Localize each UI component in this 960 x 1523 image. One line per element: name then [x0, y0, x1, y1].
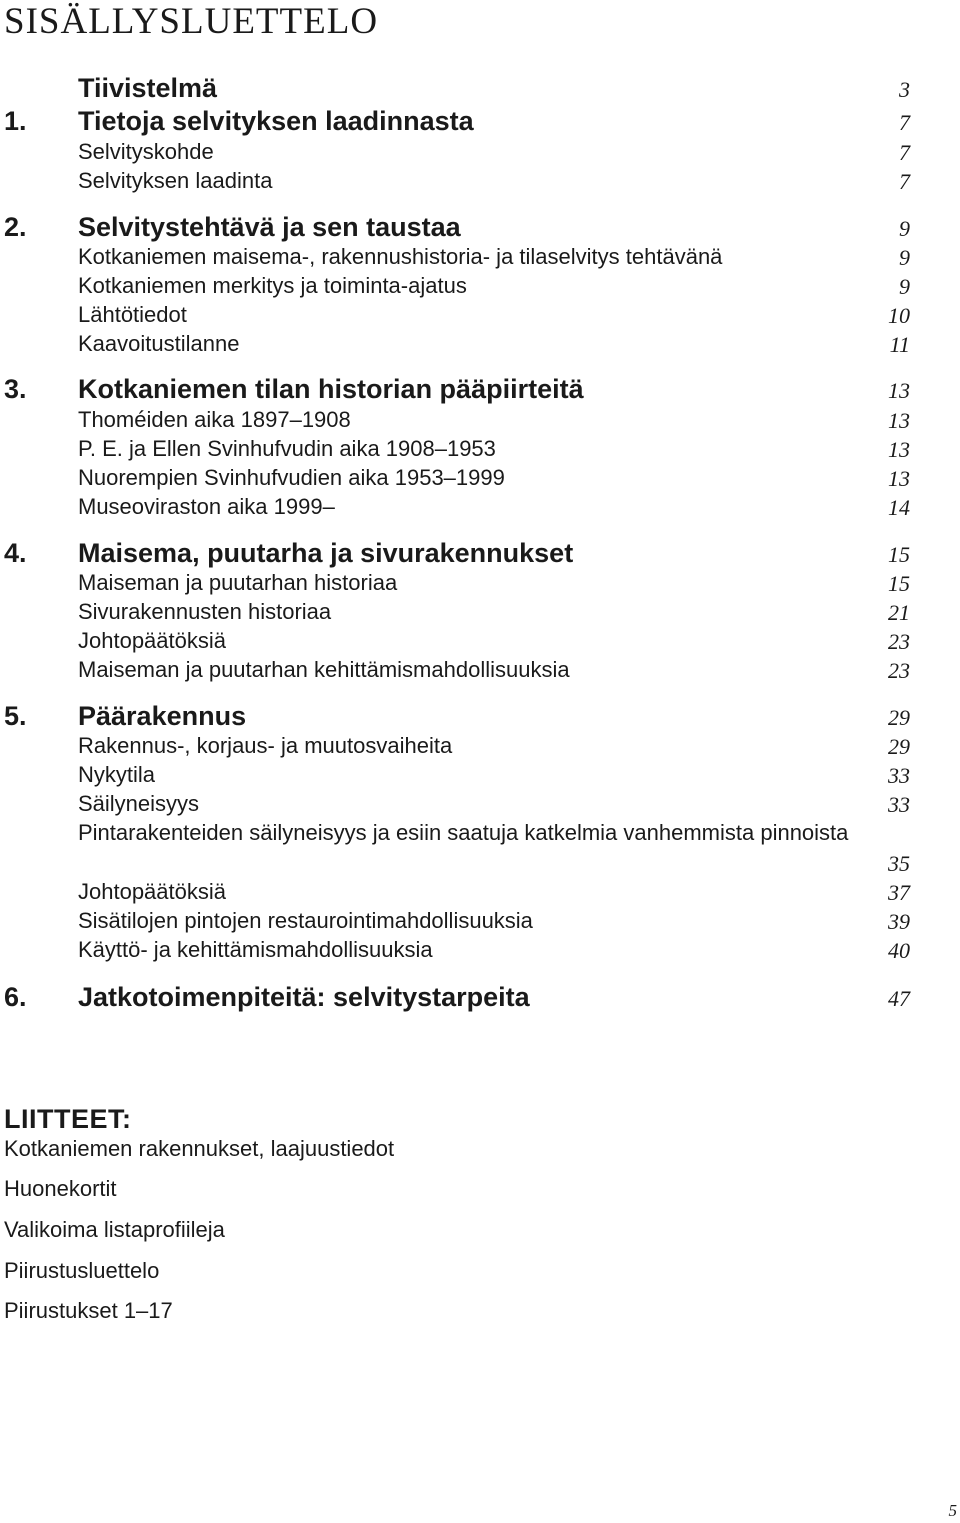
toc-item[interactable] — [0, 271, 960, 301]
toc-page-number: 37 — [888, 880, 910, 905]
toc-section-3[interactable] — [0, 373, 960, 403]
toc-item-label: Sisätilojen pintojen restaurointimahdollisuuksia — [78, 908, 533, 933]
toc-item-label: Museoviraston aika 1999– — [78, 494, 335, 519]
toc-section-number: 1. — [4, 106, 27, 136]
toc-item-label: Käyttö- ja kehittämismahdollisuuksia — [78, 937, 433, 962]
toc-item[interactable] — [0, 166, 960, 196]
toc-page-number: 3 — [899, 77, 910, 102]
attachment-item[interactable]: Huonekortit — [4, 1176, 117, 1201]
toc-item-label: Kotkaniemen maisema-, rakennushistoria- ja tilaselvitys tehtävänä — [78, 244, 723, 269]
toc-page-number: 13 — [888, 408, 910, 433]
attachment-item[interactable]: Piirustukset 1–17 — [4, 1298, 173, 1323]
toc-page-number: 33 — [888, 792, 910, 817]
toc-item-label: Thoméiden aika 1897–1908 — [78, 407, 351, 432]
toc-item[interactable] — [0, 760, 960, 790]
toc-page-number: 10 — [888, 303, 910, 328]
toc-item-label: P. E. ja Ellen Svinhufvudin aika 1908–1953 — [78, 436, 496, 461]
toc-section-5[interactable] — [0, 700, 960, 730]
toc-page-number: 15 — [888, 571, 910, 596]
toc-item[interactable] — [0, 300, 960, 330]
toc-page-number: 7 — [899, 110, 910, 135]
page-title: SISÄLLYSLUETTELO — [4, 1, 379, 42]
toc-page-number: 13 — [888, 378, 910, 403]
toc-page-number: 35 — [888, 851, 910, 876]
toc-page-number: 9 — [899, 274, 910, 299]
toc-item-label: Johtopäätöksiä — [78, 879, 226, 904]
toc-page-number: 7 — [899, 140, 910, 165]
toc-item[interactable] — [0, 655, 960, 685]
toc-page-number: 21 — [888, 600, 910, 625]
toc-page-number: 11 — [889, 332, 910, 357]
toc-item[interactable] — [0, 597, 960, 627]
toc-item[interactable] — [0, 877, 960, 907]
toc-section-number: 6. — [4, 982, 27, 1012]
toc-item-label: Maiseman ja puutarhan kehittämismahdollisuuksia — [78, 657, 570, 682]
toc-item-label: Johtopäätöksiä — [78, 628, 226, 653]
toc-item[interactable] — [0, 405, 960, 435]
toc-item[interactable] — [0, 731, 960, 761]
toc-item[interactable] — [0, 568, 960, 598]
toc-item-label: Kotkaniemen merkitys ja toiminta-ajatus — [78, 273, 467, 298]
toc-section-1[interactable] — [0, 105, 960, 135]
toc-item[interactable] — [0, 935, 960, 965]
attachment-item[interactable]: Piirustusluettelo — [4, 1258, 160, 1283]
toc-item[interactable] — [0, 463, 960, 493]
toc-section-number: 4. — [4, 538, 27, 568]
toc-item-label: Lähtötiedot — [78, 302, 187, 327]
toc-item-label: Nuorempien Svinhufvudien aika 1953–1999 — [78, 465, 505, 490]
toc-section-number: 3. — [4, 374, 27, 404]
toc-page-number: 29 — [888, 734, 910, 759]
toc-page-number: 13 — [888, 437, 910, 462]
toc-page-number: 15 — [888, 542, 910, 567]
toc-section-number: 5. — [4, 701, 27, 731]
toc-item[interactable] — [0, 492, 960, 522]
toc-item[interactable] — [0, 137, 960, 167]
toc-item-label: Maiseman ja puutarhan historiaa — [78, 570, 398, 595]
toc-page-number: 14 — [888, 495, 910, 520]
toc-item-label: Selvityskohde — [78, 139, 214, 164]
page-number: 5 — [948, 1501, 957, 1520]
toc-item-label: Kaavoitustilanne — [78, 331, 240, 356]
attachment-item[interactable]: Valikoima listaprofiileja — [4, 1217, 225, 1242]
toc-page-number: 29 — [888, 705, 910, 730]
toc-page-number: 40 — [888, 938, 910, 963]
toc-section-number: 2. — [4, 212, 27, 242]
toc-item[interactable] — [0, 242, 960, 272]
toc-item-label: Säilyneisyys — [78, 791, 200, 816]
toc-section-4[interactable] — [0, 537, 960, 567]
toc-page-number: 7 — [899, 169, 910, 194]
toc-item-label: Rakennus-, korjaus- ja muutosvaiheita — [78, 733, 453, 758]
toc-item-label: Nykytila — [78, 762, 156, 787]
toc-page-number: 23 — [888, 658, 910, 683]
toc-page-number: 23 — [888, 629, 910, 654]
toc-item-label: Sivurakennusten historiaa — [78, 599, 332, 624]
toc-page-number: 47 — [888, 986, 910, 1011]
toc-heading-label: Tietoja selvityksen laadinnasta — [78, 106, 474, 136]
toc-heading-label: Selvitystehtävä ja sen taustaa — [78, 212, 461, 242]
toc-page-number: 13 — [888, 466, 910, 491]
toc-page-number: 9 — [899, 245, 910, 270]
toc-heading-label: Tiivistelmä — [78, 73, 218, 103]
attachments-title: LIITTEET: — [4, 1104, 132, 1134]
toc-item[interactable] — [0, 789, 960, 819]
toc-heading-label: Päärakennus — [78, 701, 247, 731]
toc-section-6[interactable] — [0, 981, 960, 1011]
toc-section-2[interactable] — [0, 211, 960, 241]
toc-item[interactable] — [0, 818, 960, 878]
toc-heading-label: Kotkaniemen tilan historian pääpiirteitä — [78, 374, 584, 404]
toc-item-label: Pintarakenteiden säilyneisyys ja esiin saatuja katkelmia vanhemmista pinnoista — [78, 820, 849, 845]
toc-page-number: 9 — [899, 216, 910, 241]
toc-heading-label: Maisema, puutarha ja sivurakennukset — [78, 538, 574, 568]
toc-page-number: 39 — [888, 909, 910, 934]
toc-heading-label: Jatkotoimenpiteitä: selvitystarpeita — [78, 982, 530, 1012]
toc-item-label: Selvityksen laadinta — [78, 168, 273, 193]
toc-item[interactable] — [0, 906, 960, 936]
toc-entry-abstract[interactable] — [0, 72, 960, 102]
toc-page-number: 33 — [888, 763, 910, 788]
toc-item[interactable] — [0, 329, 960, 359]
toc-item[interactable] — [0, 626, 960, 656]
attachment-item[interactable]: Kotkaniemen rakennukset, laajuustiedot — [4, 1136, 395, 1161]
toc-item[interactable] — [0, 434, 960, 464]
